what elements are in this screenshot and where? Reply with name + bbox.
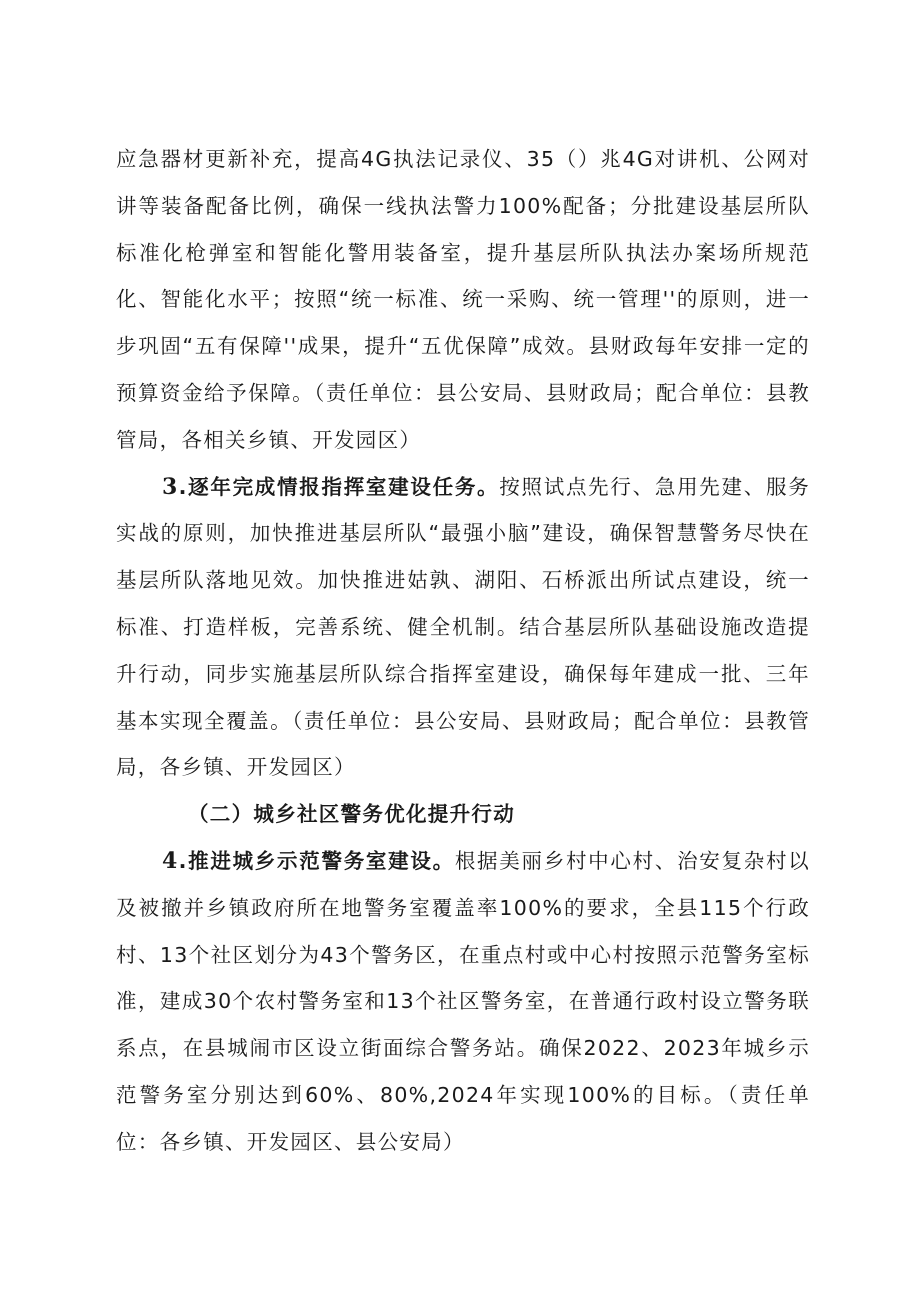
- section-heading: （二）城乡社区警务优化提升行动: [188, 802, 515, 827]
- item-number: 4: [162, 847, 179, 874]
- item-number: 3: [162, 473, 179, 500]
- paragraph-command-room: [116, 464, 810, 792]
- paragraph-body-text: 应急器材更新补充，提高4G执法记录仪、35（）兆4G对讲机、公网对讲等装备配备比例，确保一线执法警力100%配备；分批建设基层所队标准化枪弹室和智能化警用装备室，提升基层所队执法办案场所规范化、智能化水平；按照“统一标准、统一采购、统一管理''的原则，进一步巩固“五有保障''成果，提升“五优保障”成效。县财政每年安排一定的预算资金给予保障。（责任单位：县公安局、县财政局；配合单位：县教管局，各相关乡镇、开发园区）: [116, 147, 810, 452]
- paragraph-equipment-continuation: [116, 136, 810, 464]
- paragraph-police-office: [116, 838, 810, 1166]
- item-title: .逐年完成情报指挥室建设任务。: [178, 474, 500, 499]
- document-body: [116, 136, 810, 1166]
- item-title: .推进城乡示范警务室建设。: [178, 848, 455, 873]
- item-lead: [162, 475, 499, 499]
- item-lead: [162, 849, 455, 873]
- paragraph-body-text: 按照试点先行、急用先建、服务实战的原则，加快推进基层所队“最强小脑”建设，确保智慧警务尽快在基层所队落地见效。加快推进姑孰、湖阳、石桥派出所试点建设，统一标准、打造样板，完善系统、健全机制。结合基层所队基础设施改造提升行动，同步实施基层所队综合指挥室建设，确保每年建成一批、三年基本实现全覆盖。（责任单位：县公安局、县财政局；配合单位：县教管局，各乡镇、开发园区）: [116, 474, 811, 780]
- paragraph-body-text: 根据美丽乡村中心村、治安复杂村以及被撤并乡镇政府所在地警务室覆盖率100%的要求，全县115个行政村、13个社区划分为43个警务区，在重点村或中心村按照示范警务室标准，建成30个农村警务室和13个社区警务室，在普通行政村设立警务联系点，在县城闹市区设立街面综合警务站。确保2022、2023年城乡示范警务室分别达到60%、80%,2024年实现100%的目标。（责任单位：各乡镇、开发园区、县公安局）: [116, 848, 810, 1154]
